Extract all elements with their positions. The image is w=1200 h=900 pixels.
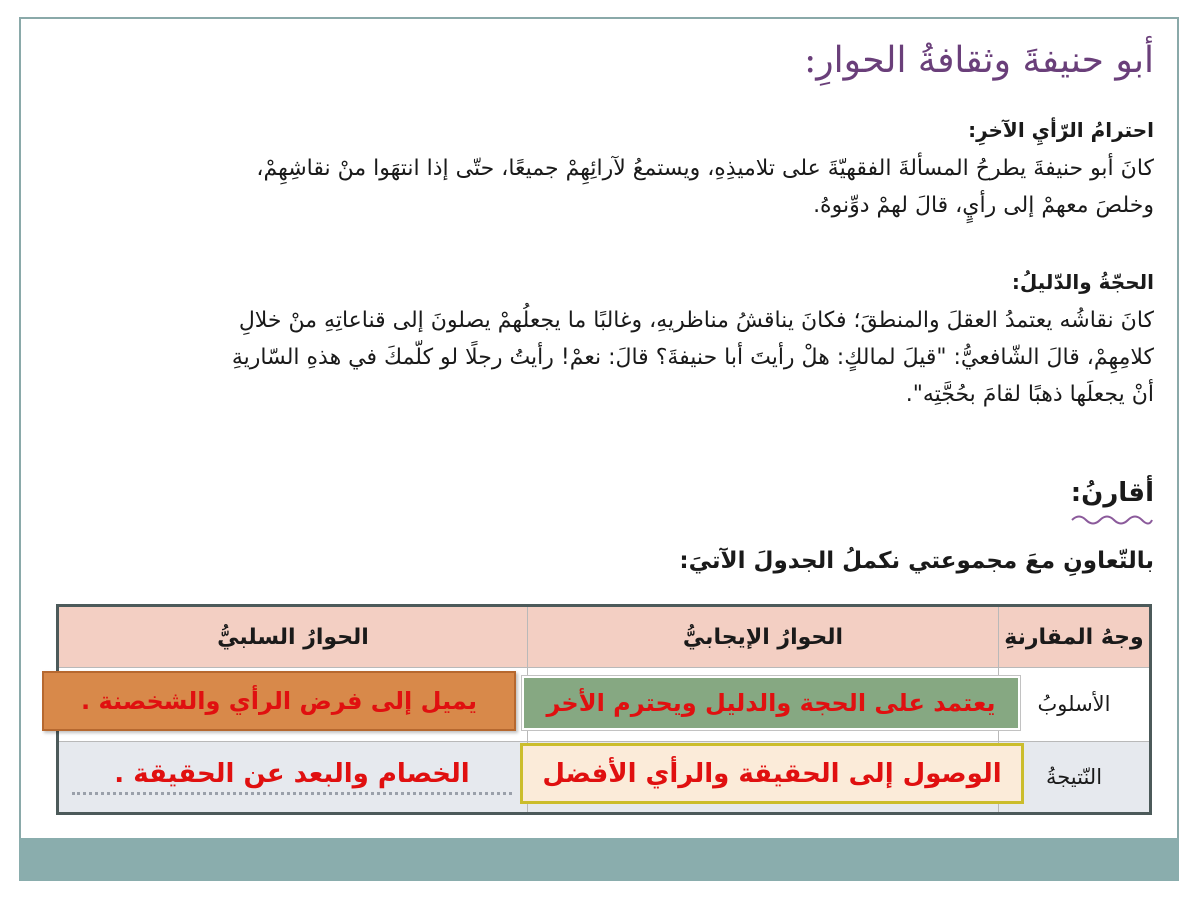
- footer-band: [19, 838, 1179, 881]
- paragraph-argument: [74, 302, 1154, 413]
- row-divider: [59, 741, 1149, 742]
- section-heading-respect: احترامُ الرّأيِ الآخرِ:: [968, 118, 1154, 142]
- row-label-style: الأسلوبُ: [999, 667, 1149, 741]
- header-positive: الحوارُ الإيجابيُّ: [527, 607, 999, 667]
- compare-heading: أقارنُ:: [1070, 478, 1154, 508]
- paragraph-line: أنْ يجعلَها ذهبًا لقامَ بحُجَّتِه".: [905, 382, 1154, 407]
- instruction-text: بالتّعاونِ معَ مجموعتي نكملُ الجدولَ الآتيَ:: [679, 548, 1154, 574]
- row-divider: [59, 667, 1149, 668]
- answer-negative-result: الخصام والبعد عن الحقيقة .: [72, 755, 512, 795]
- paragraph-respect: [74, 150, 1154, 224]
- header-aspect: وجهُ المقارنةِ: [999, 607, 1149, 667]
- section-heading-argument: الحجّةُ والدّليلُ:: [1011, 270, 1154, 294]
- squiggle-underline: [1070, 512, 1154, 526]
- answer-positive-style: يعتمد على الحجة والدليل ويحترم الأخر: [522, 676, 1020, 730]
- header-negative: الحوارُ السلبيُّ: [59, 607, 527, 667]
- row-label-result: النّتيجةُ: [999, 741, 1149, 812]
- paragraph-line: وخلصَ معهمْ إلى رأيٍ، قالَ لهمْ دوِّنوهُ.: [813, 193, 1154, 218]
- paragraph-line: كانَ نقاشُه يعتمدُ العقلَ والمنطقَ؛ فكانَ يناقشُ مناظريهِ، وغالبًا ما يجعلُهمْ يصلونَ إلى قناعاتِهِ منْ خلالِ: [238, 308, 1154, 333]
- answer-positive-result: الوصول إلى الحقيقة والرأي الأفضل: [520, 743, 1024, 804]
- page-title: أبو حنيفةَ وثقافةُ الحوارِ:: [804, 40, 1154, 81]
- paragraph-line: كانَ أبو حنيفةَ يطرحُ المسألةَ الفقهيّةَ على تلاميذِهِ، ويستمعُ لآرائِهِمْ جميعًا، حتّى إذا انتهَوا منْ نقاشِهِمْ،: [256, 156, 1154, 181]
- answer-negative-style: يميل إلى فرض الرأي والشخصنة .: [42, 671, 516, 731]
- paragraph-line: كلامِهِمْ، قالَ الشّافعيُّ: "قيلَ لمالكٍ: هلْ رأيتَ أبا حنيفةَ؟ قالَ: نعمْ! رأيتُ رجلًا لو كلّمكَ في هذهِ السّاريةِ: [231, 345, 1154, 370]
